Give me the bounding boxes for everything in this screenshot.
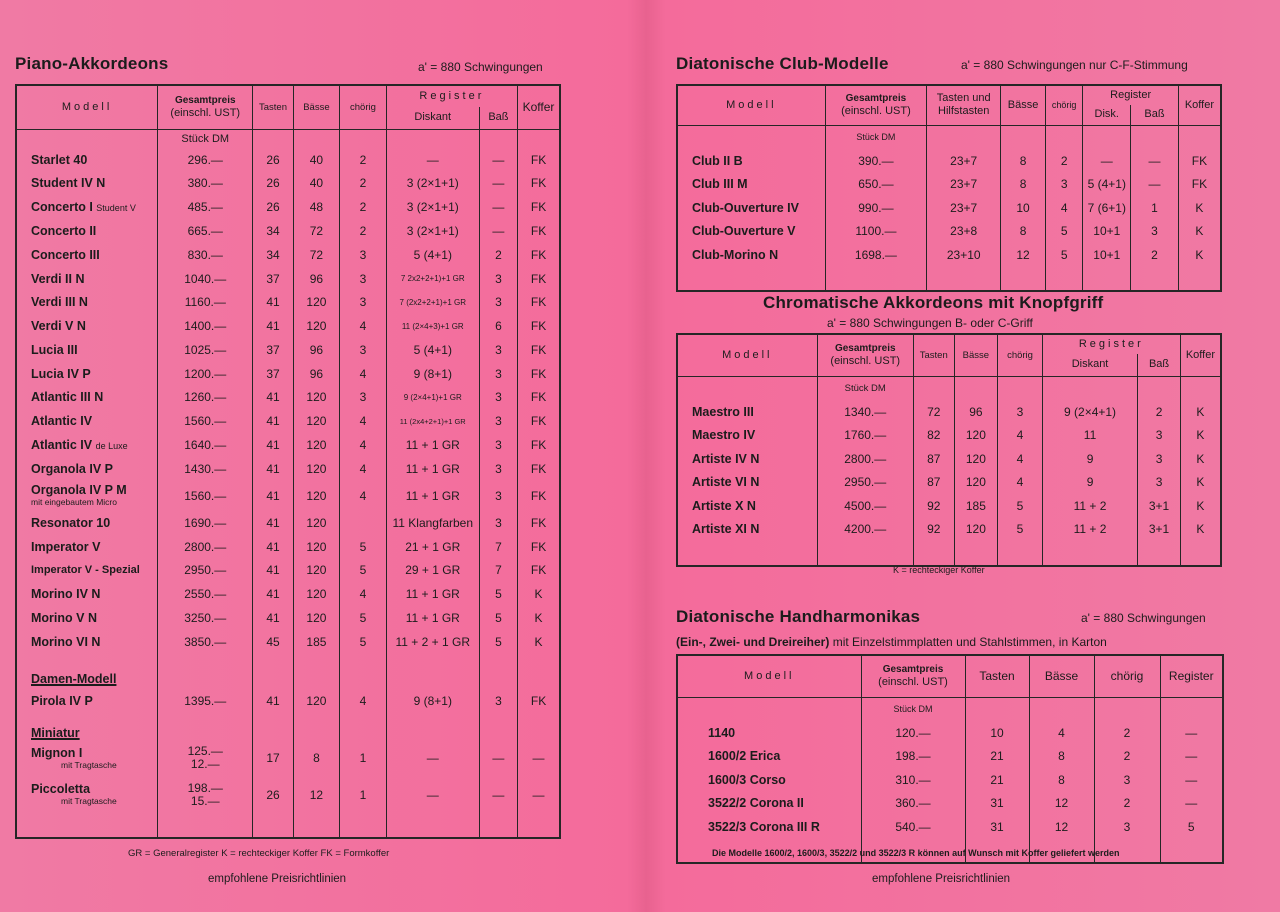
col-tasten: Tasten [965,655,1029,697]
table-row: Morino V N 3250.— 41 120 5 11 + 1 GR 5 K [16,606,560,630]
col-modell: Modell [16,85,158,129]
col-choerig: chörig [1094,655,1160,697]
table-row: 1600/2 Erica 198.— 21 8 2 — [677,745,1223,769]
col-bass: Baß [1131,105,1179,125]
col-gesamtpreis: Gesamtpreis (einschl. UST) [861,655,965,697]
col-baesse: Bässe [1001,85,1046,125]
table-row: Morino IV N 2550.— 41 120 4 11 + 1 GR 5 K [16,582,560,606]
table-row: Organola IV P M mit eingebautem Micro 1560.— 41 120 4 11 + 1 GR 3 FK [16,481,560,511]
piano-title: Piano-Akkordeons [15,54,169,73]
piano-table [15,84,561,839]
col-gesamtpreis: Gesamtpreis (einschl. UST) [817,334,913,376]
club-table [676,84,1222,292]
col-disk: Disk. [1083,105,1131,125]
chromatic-tuning-note: a' = 880 Schwingungen B- oder C-Griff [827,316,1033,330]
table-row: Maestro III 1340.— 72 96 3 9 (2×4+1) 2 K [677,400,1221,424]
col-tasten: Tasten und Hilfstasten [927,85,1001,125]
hand-subtitle: (Ein-, Zwei- und Dreireiher) mit Einzelstimmplatten und Stahlstimmen, in Karton [676,635,1107,649]
table-row: Starlet 40 296.— 26 40 2 — — FK [16,148,560,172]
unit-label: Stück DM [817,376,913,400]
section-heading-damen: Damen-Modell [16,654,560,686]
col-baesse: Bässe [293,85,340,129]
col-register: Register [1160,655,1223,697]
col-register: Register [1042,334,1180,354]
hand-legend: Die Modelle 1600/2, 1600/3, 3522/2 und 3522/3 R können auf Wunsch mit Koffer geliefert werden [712,848,1120,858]
col-koffer: Koffer [1178,85,1221,125]
table-row: Maestro IV 1760.— 82 120 4 11 3 K [677,424,1221,448]
table-row: Imperator V - Spezial 2950.— 41 120 5 29 + 1 GR 7 FK [16,559,560,583]
col-koffer: Koffer [1180,334,1221,376]
table-row: Club II B 390.— 23+7 8 2 — — FK [677,149,1221,173]
col-register: Register [386,85,517,107]
table-row: Concerto II 665.— 34 72 2 3 (2×1+1) — FK [16,219,560,243]
col-modell: Modell [677,655,861,697]
table-row: Atlantic III N 1260.— 41 120 3 9 (2×4+1)+1 GR 3 FK [16,386,560,410]
table-row: Atlantic IV 1560.— 41 120 4 11 (2x4+2+1)+1 GR 3 FK [16,409,560,433]
table-row: Imperator V 2800.— 41 120 5 21 + 1 GR 7 FK [16,535,560,559]
col-baesse: Bässe [1029,655,1094,697]
table-row: Organola IV P 1430.— 41 120 4 11 + 1 GR 3 FK [16,457,560,481]
hand-title: Diatonische Handharmonikas [676,607,921,626]
col-baesse: Bässe [954,334,998,376]
table-row: Artiste VI N 2950.— 87 120 4 9 3 K [677,471,1221,495]
table-row: Verdi V N 1400.— 41 120 4 11 (2×4+3)+1 GR 6 FK [16,314,560,338]
hand-tuning-note: a' = 880 Schwingungen [1081,611,1206,625]
unit-label: Stück DM [825,125,926,149]
col-koffer: Koffer [518,85,560,129]
col-modell: Modell [677,334,817,376]
hand-table [676,654,1224,864]
col-gesamtpreis: Gesamtpreis (einschl. UST) [825,85,926,125]
table-row: Resonator 10 1690.— 41 120 11 Klangfarben 3 FK [16,511,560,535]
table-row: Club-Ouverture V 1100.— 23+8 8 5 10+1 3 K [677,220,1221,244]
table-row: Student IV N 380.— 26 40 2 3 (2×1+1) — FK [16,172,560,196]
unit-label: Stück DM [158,129,253,148]
table-row: Verdi II N 1040.— 37 96 3 7 2x2+2+1)+1 GR 3 FK [16,267,560,291]
table-row: Piccoletta mit Tragtasche 198.— 15.— 26 12 1 — — — [16,777,560,813]
table-row: Morino VI N 3850.— 45 185 5 11 + 2 + 1 GR 5 K [16,630,560,654]
table-row: 1600/3 Corso 310.— 21 8 3 — [677,768,1223,792]
piano-legend: GR = Generalregister K = rechteckiger Koffer FK = Formkoffer [128,848,390,859]
hand-footer: empfohlene Preisrichtlinien [872,873,1011,885]
table-row: 1140 120.— 10 4 2 — [677,721,1223,745]
col-choerig: chörig [998,334,1043,376]
col-gesamtpreis: Gesamtpreis (einschl. UST) [158,85,253,129]
table-row: Concerto III 830.— 34 72 3 5 (4+1) 2 FK [16,243,560,267]
section-heading-miniatur: Miniatur [16,716,560,740]
table-row: Lucia IV P 1200.— 37 96 4 9 (8+1) 3 FK [16,362,560,386]
chromatic-legend: K = rechteckiger Koffer [893,565,985,575]
club-tuning-note: a' = 880 Schwingungen nur C-F-Stimmung [961,58,1188,72]
col-choerig: chörig [1045,85,1083,125]
chromatic-title: Chromatische Akkordeons mit Knopfgriff [763,293,1104,312]
table-row: Club-Morino N 1698.— 23+10 12 5 10+1 2 K [677,243,1221,267]
table-row: Pirola IV P 1395.— 41 120 4 9 (8+1) 3 FK [16,686,560,716]
col-choerig: chörig [340,85,387,129]
col-register: Register [1083,85,1178,105]
table-row: Artiste X N 4500.— 92 185 5 11 + 2 3+1 K [677,494,1221,518]
table-row: Atlantic IV de Luxe 1640.— 41 120 4 11 + 1 GR 3 FK [16,433,560,457]
table-row: Verdi III N 1160.— 41 120 3 7 (2x2+2+1)+1 GR 3 FK [16,290,560,314]
col-bass: Baß [1138,354,1181,376]
col-tasten: Tasten [253,85,293,129]
col-diskant: Diskant [386,107,479,129]
table-row: Club-Ouverture IV 990.— 23+7 10 4 7 (6+1) 1 K [677,196,1221,220]
table-row: Concerto I Student V 485.— 26 48 2 3 (2×1+1) — FK [16,195,560,219]
col-tasten: Tasten [913,334,954,376]
table-row: Lucia III 1025.— 37 96 3 5 (4+1) 3 FK [16,338,560,362]
table-row: Artiste IV N 2800.— 87 120 4 9 3 K [677,447,1221,471]
col-bass: Baß [479,107,517,129]
table-row: Mignon I mit Tragtasche 125.— 12.— 17 8 1 — — — [16,740,560,776]
piano-tuning-note: a' = 880 Schwingungen [418,60,543,74]
table-row: 3522/2 Corona II 360.— 31 12 2 — [677,792,1223,816]
table-row: Club III M 650.— 23+7 8 3 5 (4+1) — FK [677,173,1221,197]
table-row: 3522/3 Corona III R 540.— 31 12 3 5 [677,815,1223,839]
unit-label: Stück DM [861,697,965,721]
piano-footer: empfohlene Preisrichtlinien [208,873,347,885]
col-modell: Modell [677,85,825,125]
col-diskant: Diskant [1042,354,1137,376]
club-title: Diatonische Club-Modelle [676,54,889,73]
table-row: Artiste XI N 4200.— 92 120 5 11 + 2 3+1 K [677,518,1221,542]
chromatic-table [676,333,1222,567]
